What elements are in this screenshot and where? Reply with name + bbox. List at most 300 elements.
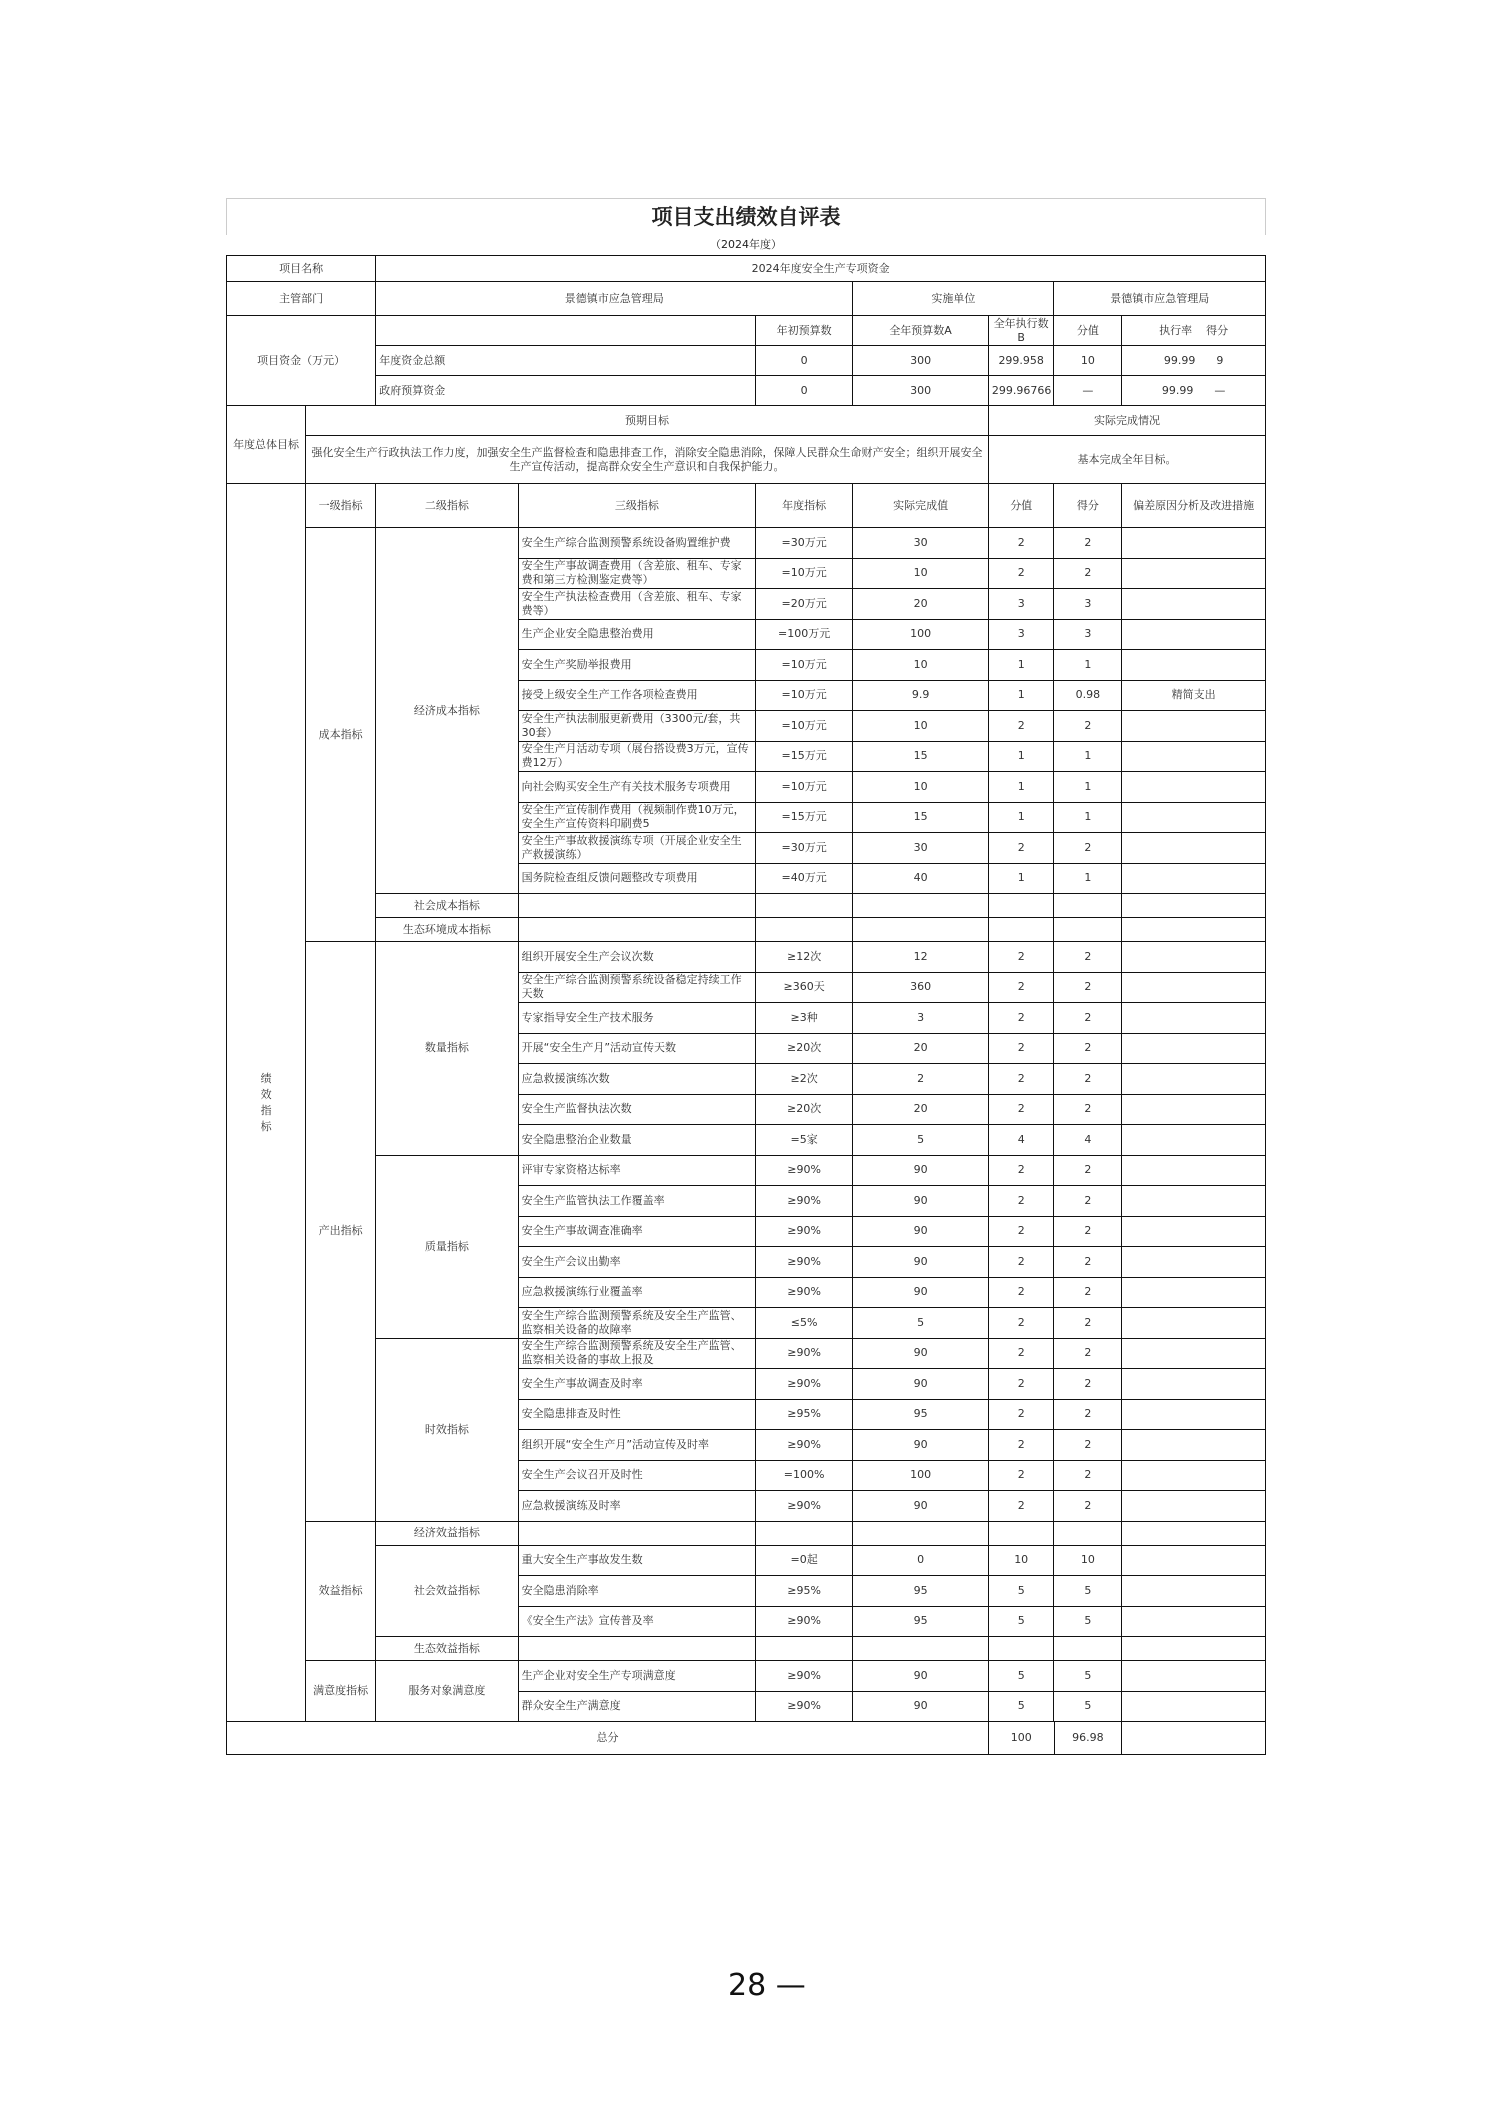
actual-value: 90 <box>853 1369 989 1400</box>
header-l2: 二级指标 <box>376 484 518 528</box>
actual-value: 20 <box>853 1033 989 1064</box>
deviation-reason <box>1122 741 1266 772</box>
funds-row-init: 0 <box>756 376 853 406</box>
target-value: =10万元 <box>756 558 853 589</box>
actual-value: 90 <box>853 1430 989 1461</box>
target-value: =40万元 <box>756 863 853 894</box>
points-value: 10 <box>988 1545 1054 1576</box>
target-value: =100% <box>756 1460 853 1491</box>
project-name-value: 2024年度安全生产专项资金 <box>376 256 1266 282</box>
level3-indicator: 安全生产事故调查及时率 <box>518 1369 755 1400</box>
level3-indicator <box>518 894 755 918</box>
deviation-reason <box>1122 1545 1266 1576</box>
target-value: =15万元 <box>756 741 853 772</box>
target-value: ≥90% <box>756 1661 853 1692</box>
actual-value: 95 <box>853 1399 989 1430</box>
deviation-reason <box>1122 1186 1266 1217</box>
deviation-reason <box>1122 894 1266 918</box>
actual-value: 100 <box>853 1460 989 1491</box>
header-l1: 一级指标 <box>306 484 376 528</box>
funds-row-rate: 99.99 <box>1163 353 1196 367</box>
points-value: 2 <box>988 1155 1054 1186</box>
form-title: 项目支出绩效自评表 <box>226 198 1266 235</box>
dept-value: 景德镇市应急管理局 <box>376 282 853 316</box>
total-points: 100 <box>988 1722 1054 1754</box>
actual-value: 90 <box>853 1155 989 1186</box>
target-value: =5家 <box>756 1125 853 1156</box>
deviation-reason <box>1122 1064 1266 1095</box>
score-value: 5 <box>1054 1691 1122 1722</box>
total-score: 96.98 <box>1054 1722 1122 1754</box>
score-value: 2 <box>1054 1430 1122 1461</box>
actual-value: 90 <box>853 1277 989 1308</box>
funds-row-rate: 99.99 <box>1161 383 1194 397</box>
points-value: 1 <box>988 680 1054 711</box>
deviation-reason <box>1122 1691 1266 1722</box>
level3-indicator: 评审专家资格达标率 <box>518 1155 755 1186</box>
target-value: =15万元 <box>756 802 853 833</box>
deviation-reason <box>1122 1216 1266 1247</box>
points-value: 2 <box>988 711 1054 742</box>
funds-row-rate-score <box>1122 376 1266 406</box>
level2-indicator: 经济效益指标 <box>376 1521 518 1545</box>
points-value: 2 <box>988 942 1054 973</box>
target-value: ≥90% <box>756 1216 853 1247</box>
target-value <box>756 1521 853 1545</box>
header-reason: 偏差原因分析及改进措施 <box>1122 484 1266 528</box>
goal-label: 年度总体目标 <box>227 406 306 484</box>
funds-row-exec: 299.96766 <box>988 376 1054 406</box>
level3-indicator: 应急救援演练次数 <box>518 1064 755 1095</box>
points-value: 2 <box>988 528 1054 559</box>
level3-indicator: 生产企业安全隐患整治费用 <box>518 619 755 650</box>
score-value: 2 <box>1054 1216 1122 1247</box>
score-value: 2 <box>1054 1338 1122 1369</box>
deviation-reason <box>1122 1033 1266 1064</box>
level3-indicator: 重大安全生产事故发生数 <box>518 1545 755 1576</box>
level3-indicator: 安全生产事故调查准确率 <box>518 1216 755 1247</box>
target-value: ≥90% <box>756 1186 853 1217</box>
points-value: 5 <box>988 1606 1054 1637</box>
actual-value <box>853 1637 989 1661</box>
level3-indicator: 安全生产综合监测预警系统及安全生产监管、监察相关设备的事故上报及 <box>518 1338 755 1369</box>
score-value: 2 <box>1054 833 1122 864</box>
funds-row-score: 9 <box>1216 353 1224 367</box>
evaluation-form <box>226 198 1266 1755</box>
points-value: 2 <box>988 972 1054 1003</box>
deviation-reason <box>1122 1155 1266 1186</box>
level2-indicator: 数量指标 <box>376 942 518 1156</box>
target-value: ≥90% <box>756 1491 853 1522</box>
points-value: 2 <box>988 833 1054 864</box>
deviation-reason <box>1122 1247 1266 1278</box>
level3-indicator: 安全生产奖励举报费用 <box>518 650 755 681</box>
actual-value: 30 <box>853 528 989 559</box>
funds-total-row <box>227 346 1266 376</box>
score-value: 1 <box>1054 802 1122 833</box>
level3-indicator: 国务院检查组反馈问题整改专项费用 <box>518 863 755 894</box>
level3-indicator: 安全生产事故救援演练专项（开展企业安全生产救援演练） <box>518 833 755 864</box>
level3-indicator: 《安全生产法》宣传普及率 <box>518 1606 755 1637</box>
points-value: 1 <box>988 741 1054 772</box>
goal-expected-text: 强化安全生产行政执法工作力度，加强安全生产监督检查和隐患排查工作，消除安全隐患消除，保障人民群众生命财产安全；组织开展安全生产宣传活动，提高群众安全生产意识和自我保护能力。 <box>306 436 989 484</box>
score-value: 2 <box>1054 1247 1122 1278</box>
actual-value: 90 <box>853 1661 989 1692</box>
target-value <box>756 918 853 942</box>
table-row <box>227 942 1266 973</box>
target-value: ≥12次 <box>756 942 853 973</box>
points-value: 2 <box>988 1247 1054 1278</box>
points-value: 2 <box>988 1491 1054 1522</box>
page-number: 28 — <box>728 1968 806 2003</box>
score-value: 2 <box>1054 528 1122 559</box>
score-value: 2 <box>1054 1064 1122 1095</box>
deviation-reason <box>1122 1606 1266 1637</box>
target-value: ≥360天 <box>756 972 853 1003</box>
level3-indicator: 专家指导安全生产技术服务 <box>518 1003 755 1034</box>
deviation-reason <box>1122 972 1266 1003</box>
goal-expected-label: 预期目标 <box>306 406 989 436</box>
table-row <box>227 918 1266 942</box>
level3-indicator: 组织开展安全生产会议次数 <box>518 942 755 973</box>
level2-indicator: 生态环境成本指标 <box>376 918 518 942</box>
deviation-reason <box>1122 650 1266 681</box>
indicator-header-row <box>227 484 1266 528</box>
table-row <box>227 1661 1266 1692</box>
target-value: ≥95% <box>756 1576 853 1607</box>
points-value: 5 <box>988 1691 1054 1722</box>
target-value: ≥90% <box>756 1369 853 1400</box>
funds-header-points: 分值 <box>1054 316 1122 346</box>
total-reason <box>1122 1722 1266 1754</box>
score-value: 2 <box>1054 1155 1122 1186</box>
level2-indicator: 社会成本指标 <box>376 894 518 918</box>
deviation-reason <box>1122 772 1266 803</box>
score-value: 2 <box>1054 972 1122 1003</box>
actual-value: 90 <box>853 1491 989 1522</box>
funds-gov-row <box>227 376 1266 406</box>
deviation-reason <box>1122 1369 1266 1400</box>
total-label: 总分 <box>227 1722 989 1754</box>
deviation-reason <box>1122 528 1266 559</box>
perf-label <box>227 484 306 1722</box>
level2-indicator: 服务对象满意度 <box>376 1661 518 1722</box>
funds-header-exec: 全年执行数B <box>988 316 1054 346</box>
actual-value: 360 <box>853 972 989 1003</box>
score-value: 10 <box>1054 1545 1122 1576</box>
points-value: 2 <box>988 1064 1054 1095</box>
score-value: 4 <box>1054 1125 1122 1156</box>
points-value: 2 <box>988 1399 1054 1430</box>
header-target: 年度指标 <box>756 484 853 528</box>
target-value: ≥90% <box>756 1691 853 1722</box>
level3-indicator: 安全生产宣传制作费用（视频制作费10万元，安全生产宣传资料印刷费5 <box>518 802 755 833</box>
score-value: 2 <box>1054 1491 1122 1522</box>
funds-header-row <box>227 316 1266 346</box>
level3-indicator: 安全隐患整治企业数量 <box>518 1125 755 1156</box>
header-score: 得分 <box>1054 484 1122 528</box>
level3-indicator: 安全生产会议出勤率 <box>518 1247 755 1278</box>
target-value: =20万元 <box>756 589 853 620</box>
level1-indicator: 成本指标 <box>306 528 376 942</box>
points-value: 3 <box>988 589 1054 620</box>
deviation-reason <box>1122 942 1266 973</box>
score-value: 2 <box>1054 1399 1122 1430</box>
score-value: 3 <box>1054 619 1122 650</box>
score-value: 2 <box>1054 1308 1122 1339</box>
funds-row-exec: 299.958 <box>988 346 1054 376</box>
level3-indicator: 应急救援演练行业覆盖率 <box>518 1277 755 1308</box>
score-value <box>1054 1521 1122 1545</box>
actual-value: 40 <box>853 863 989 894</box>
score-value: 1 <box>1054 772 1122 803</box>
points-value: 5 <box>988 1576 1054 1607</box>
goal-actual-text: 基本完成全年目标。 <box>988 436 1265 484</box>
table-row <box>227 1338 1266 1369</box>
actual-value: 20 <box>853 1094 989 1125</box>
target-value: ≥3种 <box>756 1003 853 1034</box>
actual-value: 12 <box>853 942 989 973</box>
table-row <box>227 1155 1266 1186</box>
actual-value: 95 <box>853 1606 989 1637</box>
funds-blank <box>376 316 756 346</box>
dept-label: 主管部门 <box>227 282 376 316</box>
level3-indicator: 开展“安全生产月”活动宣传天数 <box>518 1033 755 1064</box>
funds-row-label: 政府预算资金 <box>376 376 756 406</box>
points-value: 2 <box>988 558 1054 589</box>
points-value <box>988 894 1054 918</box>
target-value: ≥90% <box>756 1155 853 1186</box>
table-row <box>227 1545 1266 1576</box>
target-value: ≥2次 <box>756 1064 853 1095</box>
score-value: 5 <box>1054 1606 1122 1637</box>
level3-indicator <box>518 918 755 942</box>
deviation-reason <box>1122 1003 1266 1034</box>
deviation-reason <box>1122 1521 1266 1545</box>
level3-indicator: 生产企业对安全生产专项满意度 <box>518 1661 755 1692</box>
actual-value: 90 <box>853 1216 989 1247</box>
deviation-reason <box>1122 711 1266 742</box>
points-value: 1 <box>988 863 1054 894</box>
deviation-reason <box>1122 1576 1266 1607</box>
score-value <box>1054 918 1122 942</box>
deviation-reason <box>1122 619 1266 650</box>
level3-indicator <box>518 1521 755 1545</box>
actual-value: 95 <box>853 1576 989 1607</box>
target-value: =30万元 <box>756 833 853 864</box>
actual-value: 15 <box>853 741 989 772</box>
score-value: 1 <box>1054 741 1122 772</box>
impl-label: 实施单位 <box>853 282 1054 316</box>
perf-label-text: 绩效指标 <box>260 1071 272 1133</box>
level3-indicator: 群众安全生产满意度 <box>518 1691 755 1722</box>
score-value: 2 <box>1054 1033 1122 1064</box>
deviation-reason: 精简支出 <box>1122 680 1266 711</box>
goal-header-row <box>227 406 1266 436</box>
score-value: 2 <box>1054 1460 1122 1491</box>
points-value: 2 <box>988 1460 1054 1491</box>
funds-row-budget: 300 <box>853 376 989 406</box>
level2-indicator: 质量指标 <box>376 1155 518 1338</box>
project-name-row <box>227 256 1266 282</box>
score-value: 1 <box>1054 650 1122 681</box>
actual-value: 5 <box>853 1308 989 1339</box>
funds-header-rate: 执行率 <box>1159 323 1193 337</box>
score-value: 0.98 <box>1054 680 1122 711</box>
funds-row-rate-score <box>1122 346 1266 376</box>
total-table <box>226 1722 1266 1755</box>
score-value: 2 <box>1054 1369 1122 1400</box>
actual-value: 90 <box>853 1247 989 1278</box>
level3-indicator: 应急救援演练及时率 <box>518 1491 755 1522</box>
evaluation-table <box>226 255 1266 1722</box>
deviation-reason <box>1122 1308 1266 1339</box>
header-actual: 实际完成值 <box>853 484 989 528</box>
score-value: 5 <box>1054 1661 1122 1692</box>
level3-indicator: 安全生产执法检查费用（含差旅、租车、专家费等） <box>518 589 755 620</box>
level3-indicator: 安全隐患消除率 <box>518 1576 755 1607</box>
funds-header-init: 年初预算数 <box>756 316 853 346</box>
score-value: 3 <box>1054 589 1122 620</box>
table-row <box>227 1637 1266 1661</box>
table-row <box>227 894 1266 918</box>
header-l3: 三级指标 <box>518 484 755 528</box>
actual-value: 30 <box>853 833 989 864</box>
level3-indicator: 安全生产月活动专项（展台搭设费3万元，宣传费12万） <box>518 741 755 772</box>
target-value: ≥20次 <box>756 1094 853 1125</box>
deviation-reason <box>1122 1338 1266 1369</box>
deviation-reason <box>1122 1399 1266 1430</box>
target-value: ≥90% <box>756 1430 853 1461</box>
points-value: 2 <box>988 1094 1054 1125</box>
score-value: 5 <box>1054 1576 1122 1607</box>
target-value: ≥90% <box>756 1606 853 1637</box>
level2-indicator: 经济成本指标 <box>376 528 518 894</box>
target-value: =10万元 <box>756 680 853 711</box>
funds-header-score: 得分 <box>1206 323 1229 337</box>
points-value: 2 <box>988 1186 1054 1217</box>
actual-value <box>853 1521 989 1545</box>
actual-value: 100 <box>853 619 989 650</box>
funds-row-budget: 300 <box>853 346 989 376</box>
points-value: 2 <box>988 1003 1054 1034</box>
score-value: 2 <box>1054 1186 1122 1217</box>
actual-value: 20 <box>853 589 989 620</box>
points-value: 2 <box>988 1216 1054 1247</box>
funds-row-points: — <box>1054 376 1122 406</box>
target-value: ≥20次 <box>756 1033 853 1064</box>
level3-indicator: 安全生产事故调查费用（含差旅、租车、专家费和第三方检测鉴定费等） <box>518 558 755 589</box>
points-value <box>988 918 1054 942</box>
level1-indicator: 产出指标 <box>306 942 376 1522</box>
score-value: 2 <box>1054 558 1122 589</box>
deviation-reason <box>1122 833 1266 864</box>
points-value <box>988 1637 1054 1661</box>
header-points: 分值 <box>988 484 1054 528</box>
level3-indicator: 安全生产监管执法工作覆盖率 <box>518 1186 755 1217</box>
deviation-reason <box>1122 1491 1266 1522</box>
level3-indicator: 安全生产综合监测预警系统设备购置维护费 <box>518 528 755 559</box>
level3-indicator: 安全生产会议召开及时性 <box>518 1460 755 1491</box>
deviation-reason <box>1122 1637 1266 1661</box>
actual-value: 10 <box>853 558 989 589</box>
level2-indicator: 社会效益指标 <box>376 1545 518 1637</box>
target-value <box>756 1637 853 1661</box>
target-value: =100万元 <box>756 619 853 650</box>
actual-value <box>853 894 989 918</box>
points-value <box>988 1521 1054 1545</box>
points-value: 2 <box>988 1369 1054 1400</box>
actual-value: 5 <box>853 1125 989 1156</box>
deviation-reason <box>1122 1460 1266 1491</box>
score-value: 2 <box>1054 1094 1122 1125</box>
level3-indicator: 组织开展“安全生产月”活动宣传及时率 <box>518 1430 755 1461</box>
points-value: 2 <box>988 1277 1054 1308</box>
level3-indicator: 向社会购买安全生产有关技术服务专项费用 <box>518 772 755 803</box>
funds-row-points: 10 <box>1054 346 1122 376</box>
actual-value: 9.9 <box>853 680 989 711</box>
goal-actual-label: 实际完成情况 <box>988 406 1265 436</box>
target-value: =10万元 <box>756 650 853 681</box>
project-name-label: 项目名称 <box>227 256 376 282</box>
deviation-reason <box>1122 863 1266 894</box>
table-row <box>227 1521 1266 1545</box>
points-value: 3 <box>988 619 1054 650</box>
deviation-reason <box>1122 918 1266 942</box>
score-value: 2 <box>1054 942 1122 973</box>
points-value: 1 <box>988 650 1054 681</box>
impl-value: 景德镇市应急管理局 <box>1054 282 1266 316</box>
level3-indicator: 安全隐患排查及时性 <box>518 1399 755 1430</box>
level2-indicator: 时效指标 <box>376 1338 518 1521</box>
points-value: 1 <box>988 802 1054 833</box>
funds-header-rate-score <box>1122 316 1266 346</box>
target-value: ≥90% <box>756 1277 853 1308</box>
score-value: 2 <box>1054 711 1122 742</box>
level1-indicator: 满意度指标 <box>306 1661 376 1722</box>
actual-value: 10 <box>853 711 989 742</box>
deviation-reason <box>1122 1661 1266 1692</box>
year-note: （2024年度） <box>710 238 782 251</box>
actual-value: 10 <box>853 772 989 803</box>
actual-value: 0 <box>853 1545 989 1576</box>
points-value: 5 <box>988 1661 1054 1692</box>
target-value: ≥90% <box>756 1247 853 1278</box>
score-value: 2 <box>1054 1003 1122 1034</box>
score-value: 2 <box>1054 1277 1122 1308</box>
target-value: ≥90% <box>756 1338 853 1369</box>
actual-value: 3 <box>853 1003 989 1034</box>
points-value: 2 <box>988 1308 1054 1339</box>
score-value <box>1054 1637 1122 1661</box>
level2-indicator: 生态效益指标 <box>376 1637 518 1661</box>
actual-value: 2 <box>853 1064 989 1095</box>
deviation-reason <box>1122 802 1266 833</box>
points-value: 4 <box>988 1125 1054 1156</box>
target-value <box>756 894 853 918</box>
level3-indicator: 安全生产综合监测预警系统设备稳定持续工作天数 <box>518 972 755 1003</box>
funds-row-score: — <box>1214 383 1226 397</box>
level3-indicator: 安全生产综合监测预警系统及安全生产监管、监察相关设备的故障率 <box>518 1308 755 1339</box>
target-value: =10万元 <box>756 711 853 742</box>
table-row <box>227 528 1266 559</box>
target-value: =30万元 <box>756 528 853 559</box>
dept-row <box>227 282 1266 316</box>
points-value: 2 <box>988 1338 1054 1369</box>
target-value: ≤5% <box>756 1308 853 1339</box>
deviation-reason <box>1122 558 1266 589</box>
total-row <box>227 1722 1266 1754</box>
